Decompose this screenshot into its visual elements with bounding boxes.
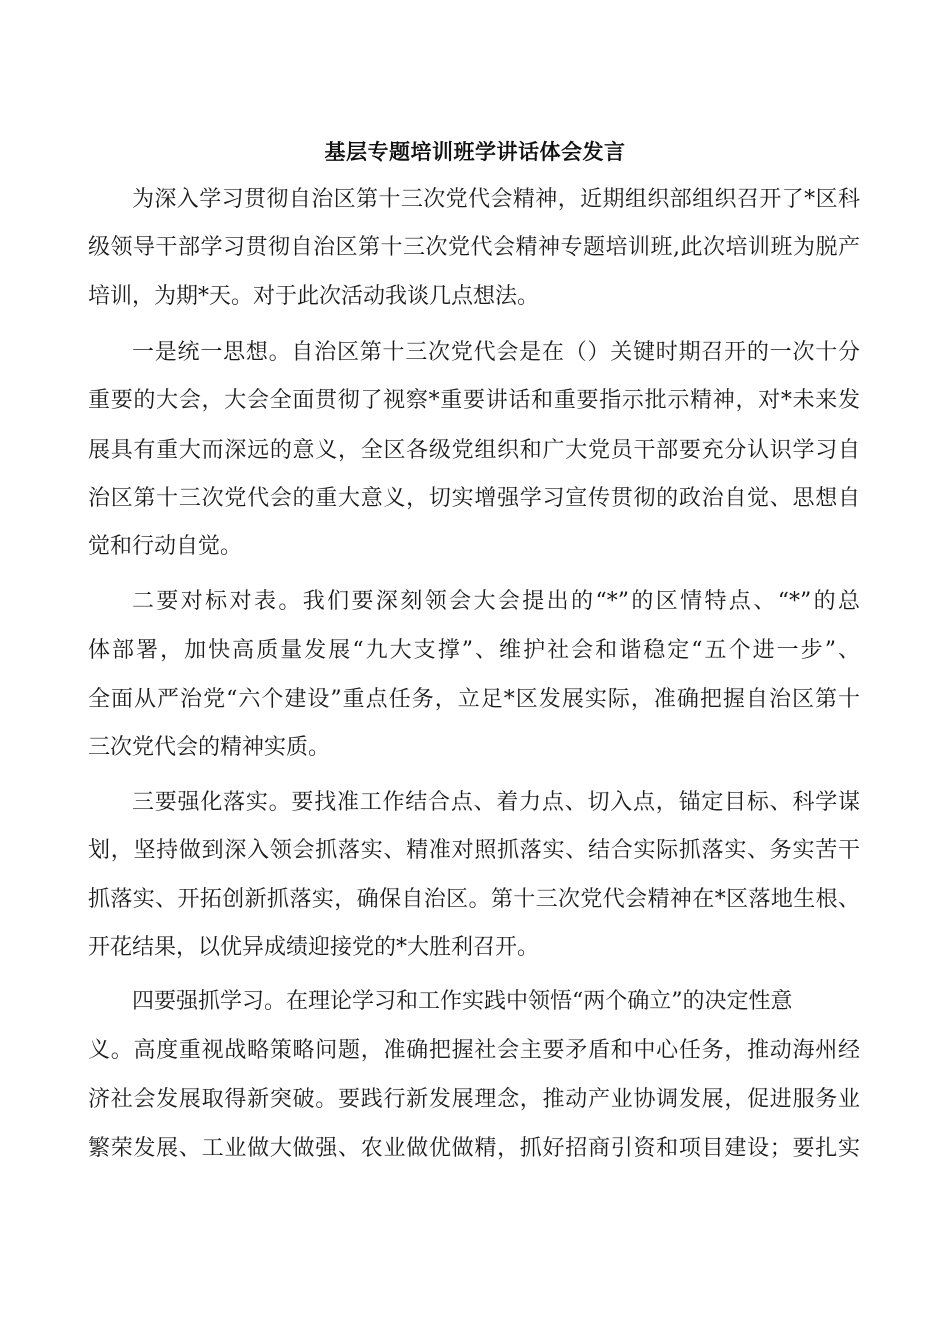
paragraph-2-line-3: 展具有重大而深远的意义，全区各级党组织和广大党员干部要充分认识学习自: [88, 438, 860, 463]
paragraph-4-line-4: 开花结果，以优异成绩迎接党的*大胜利召开。: [88, 935, 540, 960]
paragraph-5-line-4: 繁荣发展、工业做大做强、农业做优做精，抓好招商引资和项目建设；要扎实: [88, 1136, 860, 1161]
paragraph-2-line-4: 治区第十三次党代会的重大意义，切实增强学习宣传贯彻的政治自觉、思想自: [88, 486, 860, 511]
paragraph-2-line-1: 一是统一思想。自治区第十三次党代会是在（）关键时期召开的一次十分: [132, 340, 860, 365]
paragraph-1-line-3: 培训，为期*天。对于此次活动我谈几点想法。: [88, 284, 540, 309]
paragraph-3-line-1: 二要对标对表。我们要深刻领会大会提出的“*”的区情特点、“*”的总: [132, 589, 860, 614]
paragraph-5-line-2: 义。高度重视战略策略问题，准确把握社会主要矛盾和中心任务，推动海州经: [88, 1038, 860, 1063]
paragraph-4-line-1: 三要强化落实。要找准工作结合点、着力点、切入点，锚定目标、科学谋: [132, 790, 860, 815]
paragraph-5-line-3: 济社会发展取得新突破。要践行新发展理念，推动产业协调发展，促进服务业: [88, 1087, 860, 1112]
paragraph-4-line-2: 划，坚持做到深入领会抓落实、精准对照抓落实、结合实际抓落实、务实苦干: [88, 838, 860, 863]
paragraph-3-line-4: 三次党代会的精神实质。: [88, 735, 331, 760]
paragraph-3-line-2: 体部署，加快高质量发展“九大支撑”、维护社会和谐稳定“五个进一步”、: [88, 638, 860, 663]
paragraph-1-line-1: 为深入学习贯彻自治区第十三次党代会精神，近期组织部组织召开了*区科: [132, 187, 860, 212]
paragraph-3-line-3: 全面从严治党“六个建设”重点任务，立足*区发展实际，准确把握自治区第十: [88, 687, 860, 712]
paragraph-5-line-1: 四要强抓学习。在理论学习和工作实践中领悟“两个确立”的决定性意: [132, 989, 793, 1014]
paragraph-2-line-2: 重要的大会，大会全面贯彻了视察*重要讲话和重要指示批示精神，对*未来发: [88, 388, 860, 413]
paragraph-1-line-2: 级领导干部学习贯彻自治区第十三次党代会精神专题培训班,此次培训班为脱产: [88, 235, 860, 260]
paragraph-2-line-5: 觉和行动自觉。: [88, 534, 243, 559]
paragraph-4-line-3: 抓落实、开拓创新抓落实，确保自治区。第十三次党代会精神在*区落地生根、: [88, 887, 860, 912]
document-title: 基层专题培训班学讲话体会发言: [324, 139, 626, 164]
